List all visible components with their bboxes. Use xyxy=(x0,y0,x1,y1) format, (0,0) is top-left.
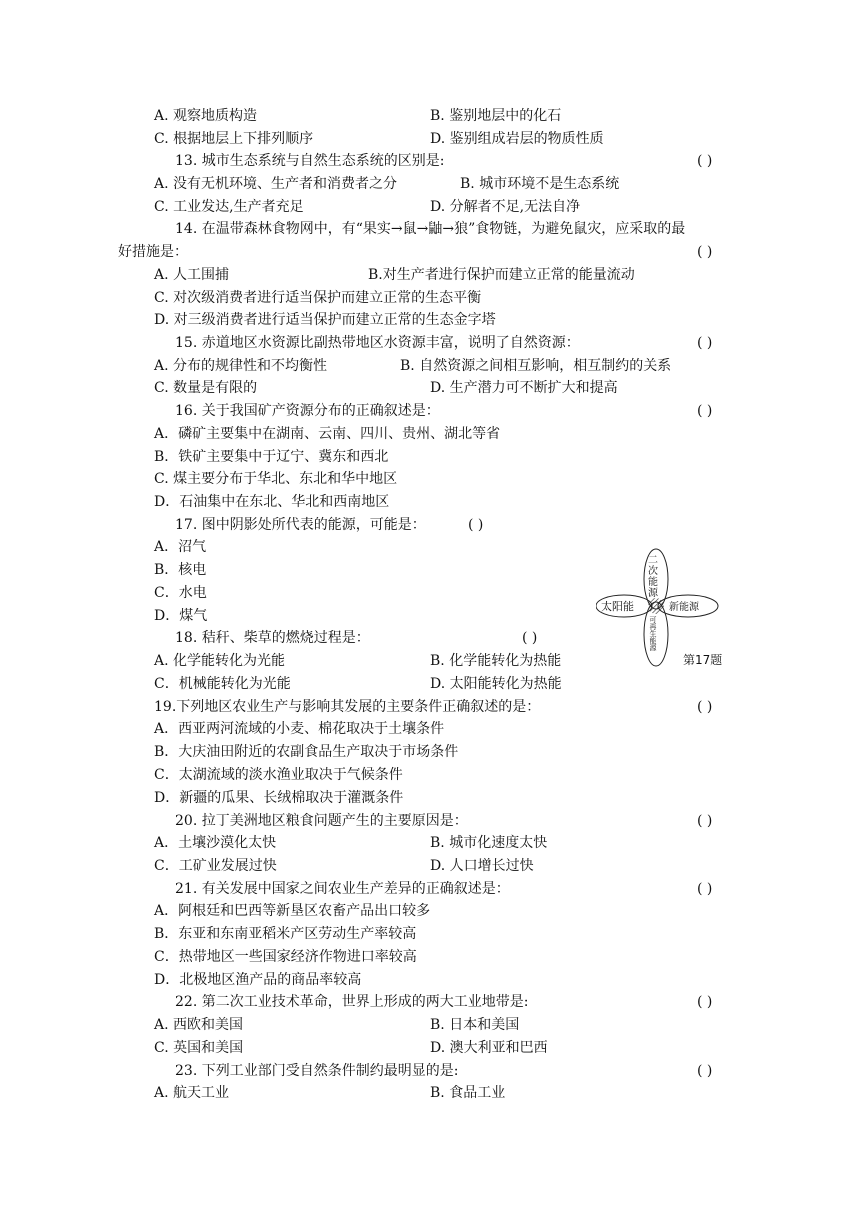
option-a: A. 化学能转化为光能 xyxy=(154,653,286,669)
question-14: 14. 在温带森林食物网中，有“果实→鼠→鼬→狼”食物链，为避免鼠灾，应采取的最 xyxy=(175,221,686,237)
option-c: C．热带地区一些国家经济作物进口率较高 xyxy=(154,949,417,965)
option-d: D. 太阳能转化为热能 xyxy=(430,676,562,692)
option-d: D. 分解者不足,无法自净 xyxy=(430,199,581,215)
answer-blank[interactable]: ( ) xyxy=(697,153,713,169)
option-a: A. 西欧和美国 xyxy=(154,1017,244,1033)
option-d: D．新疆的瓜果、长绒棉取决于灌溉条件 xyxy=(154,790,404,806)
option-d: D. 澳大利亚和巴西 xyxy=(430,1040,548,1056)
option-a: A. 分布的规律性和不均衡性 xyxy=(154,358,328,374)
option-b: B. 城市环境不是生态系统 xyxy=(460,176,620,192)
option-c: C. 数量是有限的 xyxy=(154,380,258,396)
option-b: B. 日本和美国 xyxy=(430,1017,520,1033)
answer-blank[interactable]: ( ) xyxy=(522,630,538,646)
option-d: D. 人口增长过快 xyxy=(430,858,534,874)
option-a: A. 人工围捕 xyxy=(154,267,230,283)
option-c: C. 根据地层上下排列顺序 xyxy=(154,131,314,147)
option-a: A．土壤沙漠化太快 xyxy=(154,835,277,851)
answer-blank[interactable]: ( ) xyxy=(468,517,484,533)
option-c: C．机械能转化为光能 xyxy=(154,676,291,692)
answer-blank[interactable]: ( ) xyxy=(697,403,713,419)
option-d: D. 鉴别组成岩层的物质性质 xyxy=(430,131,604,147)
question-21: 21. 有关发展中国家之间农业生产差异的正确叙述是： xyxy=(175,881,510,897)
question-17: 17. 图中阴影处所代表的能源，可能是： xyxy=(175,517,426,533)
option-c: C. 工业发达,生产者充足 xyxy=(154,199,304,215)
option-b: B. 自然资源之间相互影响，相互制约的关系 xyxy=(400,358,672,374)
question-14-continuation: 好措施是： xyxy=(118,244,188,260)
question-18: 18. 秸秆、柴草的燃烧过程是： xyxy=(175,630,370,646)
option-b: B. 食品工业 xyxy=(430,1085,506,1101)
option-a: A．磷矿主要集中在湖南、云南、四川、贵州、湖北等省 xyxy=(154,426,501,442)
label-top: 二次能源 xyxy=(645,554,657,598)
question-20: 20. 拉丁美洲地区粮食问题产生的主要原因是： xyxy=(175,813,468,829)
answer-blank[interactable]: ( ) xyxy=(697,881,713,897)
option-a: A. 观察地质构造 xyxy=(154,108,258,124)
answer-blank[interactable]: ( ) xyxy=(697,244,713,260)
option-d: D．北极地区渔产品的商品率较高 xyxy=(154,972,362,988)
option-a: A．阿根廷和巴西等新垦区农畜产品出口较多 xyxy=(154,903,431,919)
option-b: B. 化学能转化为热能 xyxy=(430,653,562,669)
option-d: D. 对三级消费者进行适当保护而建立正常的生态金字塔 xyxy=(154,312,496,328)
option-c: C. 英国和美国 xyxy=(154,1040,244,1056)
option-b: B．东亚和东南亚稻米产区劳动生产率较高 xyxy=(154,926,417,942)
option-b: B.对生产者进行保护而建立正常的能量流动 xyxy=(368,267,635,283)
option-b: B. 鉴别地层中的化石 xyxy=(430,108,562,124)
question-16: 16. 关于我国矿产资源分布的正确叙述是： xyxy=(175,403,440,419)
option-a: A．西亚两河流域的小麦、棉花取决于土壤条件 xyxy=(154,721,445,737)
option-d: D. 生产潜力可不断扩大和提高 xyxy=(430,380,618,396)
answer-blank[interactable]: ( ) xyxy=(697,994,713,1010)
question-22: 22. 第二次工业技术革命，世界上形成的两大工业地带是: xyxy=(175,994,529,1010)
option-c: C．水电 xyxy=(154,585,207,601)
label-bottom: 可再生能源 xyxy=(649,616,657,651)
option-c: C. 煤主要分布于华北、东北和华中地区 xyxy=(154,471,398,487)
answer-blank[interactable]: ( ) xyxy=(697,335,713,351)
answer-blank[interactable]: ( ) xyxy=(697,699,713,715)
option-d: D．石油集中在东北、华北和西南地区 xyxy=(154,494,390,510)
option-b: B．铁矿主要集中于辽宁、冀东和西北 xyxy=(154,449,389,465)
option-b: B．核电 xyxy=(154,562,207,578)
option-b: B. 城市化速度太快 xyxy=(430,835,548,851)
option-a: A. 没有无机环境、生产者和消费者之分 xyxy=(154,176,398,192)
option-c: C. 对次级消费者进行适当保护而建立正常的生态平衡 xyxy=(154,290,482,306)
question-19: 19.下列地区农业生产与影响其发展的主要条件正确叙述的是： xyxy=(154,699,541,715)
option-b: B．大庆油田附近的农副食品生产取决于市场条件 xyxy=(154,744,459,760)
question-23: 23. 下列工业部门受自然条件制约最明显的是: xyxy=(175,1063,459,1079)
answer-blank[interactable]: ( ) xyxy=(697,1063,713,1079)
option-d: D．煤气 xyxy=(154,608,208,624)
label-left: 太阳能 xyxy=(601,600,634,613)
option-a: A. 航天工业 xyxy=(154,1085,230,1101)
option-c: C．太湖流域的淡水渔业取决于气候条件 xyxy=(154,767,403,783)
figure-caption: 第17题 xyxy=(683,653,723,667)
answer-blank[interactable]: ( ) xyxy=(697,813,713,829)
option-a: A．沼气 xyxy=(154,539,207,555)
question-13: 13. 城市生态系统与自然生态系统的区别是: xyxy=(175,153,445,169)
option-c: C．工矿业发展过快 xyxy=(154,858,277,874)
label-right: 新能源 xyxy=(669,602,699,613)
question-15: 15. 赤道地区水资源比副热带地区水资源丰富，说明了自然资源： xyxy=(175,335,580,351)
